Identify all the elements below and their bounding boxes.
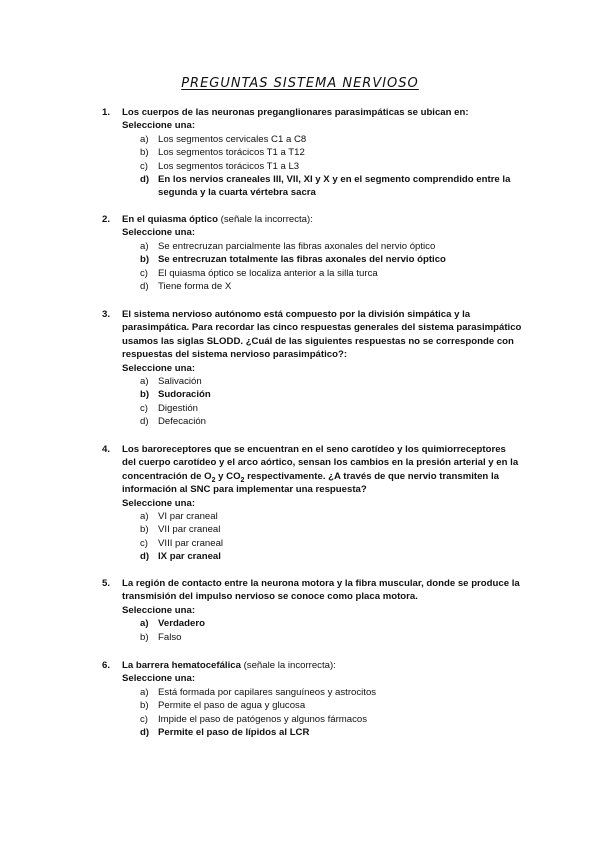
question-text-bold: La barrera hematocefálica	[122, 660, 241, 671]
question-text-bold: En el quiasma óptico	[122, 214, 218, 225]
option-letter: a)	[140, 511, 149, 523]
subscript: 2	[211, 476, 216, 484]
option-d[interactable]	[140, 726, 522, 739]
option-c[interactable]	[140, 160, 522, 173]
question-number: 2.	[102, 214, 111, 225]
question-text-part: respectivamente. ¿A través de que nervio transmiten la información al SNC para implementar una respuesta?	[122, 470, 499, 496]
option-letter: c)	[140, 267, 148, 279]
question-6	[102, 659, 522, 739]
select-prompt: Seleccione una:	[122, 120, 196, 132]
question-text: El sistema nervioso autónomo está compuesto por la división simpática y la parasimpática. Para recordar las cinco respuestas generales del sistema parasimpático usamos las siglas SLODD. ¿Cuál de las siguientes respuestas no se corresponde con respuestas del sistema nervioso parasimpático?:	[122, 309, 522, 361]
option-text: Está formada por capilares sanguíneos y astrocitos	[158, 686, 377, 698]
question-1	[102, 106, 522, 200]
question-text	[122, 443, 522, 497]
option-letter: b)	[140, 631, 149, 643]
question-number: 6.	[102, 660, 111, 671]
question-text	[122, 659, 522, 672]
option-a[interactable]	[140, 617, 522, 630]
question-text-part: y CO	[215, 470, 241, 482]
option-text: VIII par craneal	[158, 537, 224, 549]
option-a[interactable]	[140, 686, 522, 699]
option-text: El quiasma óptico se localiza anterior a la silla turca	[158, 267, 378, 279]
option-a[interactable]	[140, 510, 522, 523]
option-text: Se entrecruzan parcialmente las fibras axonales del nervio óptico	[158, 240, 436, 252]
option-text: Verdadero	[158, 618, 205, 630]
option-letter: d)	[140, 551, 150, 563]
option-text: Salivación	[158, 376, 202, 388]
option-text: Sudoración	[158, 389, 211, 401]
question-4	[102, 443, 522, 564]
option-b[interactable]	[140, 388, 522, 401]
option-letter: c)	[140, 402, 148, 414]
question-2	[102, 213, 522, 293]
subscript: 2	[240, 476, 245, 484]
option-letter: a)	[140, 376, 149, 388]
option-letter: b)	[140, 147, 149, 159]
option-text: IX par craneal	[158, 551, 221, 563]
option-a[interactable]	[140, 133, 522, 146]
option-b[interactable]	[140, 699, 522, 712]
question-number: 3.	[102, 309, 111, 320]
option-b[interactable]	[140, 523, 522, 536]
question-text-normal: (señale la incorrecta):	[217, 214, 313, 225]
option-letter: b)	[140, 700, 149, 712]
option-text: Tiene forma de X	[158, 281, 232, 293]
question-number: 5.	[102, 578, 111, 589]
option-text: Los segmentos cervicales C1 a C8	[158, 133, 307, 145]
select-prompt: Seleccione una:	[122, 227, 196, 239]
option-c[interactable]	[140, 537, 522, 550]
option-letter: d)	[140, 727, 150, 739]
option-c[interactable]	[140, 402, 522, 415]
option-c[interactable]	[140, 267, 522, 280]
option-letter: b)	[140, 389, 150, 401]
option-text: Permite el paso de lípidos al LCR	[158, 727, 310, 739]
option-d[interactable]	[140, 550, 522, 563]
option-text: Impide el paso de patógenos y algunos fármacos	[158, 713, 368, 725]
select-prompt: Seleccione una:	[122, 604, 196, 616]
question-number: 4.	[102, 444, 111, 455]
option-letter: c)	[140, 537, 148, 549]
page-title: PREGUNTAS SISTEMA NERVIOSO	[181, 76, 419, 91]
option-letter: a)	[140, 618, 149, 630]
option-letter: b)	[140, 254, 150, 266]
option-a[interactable]	[140, 240, 522, 253]
option-b[interactable]	[140, 146, 522, 159]
option-text: Se entrecruzan totalmente las fibras axonales del nervio óptico	[158, 254, 446, 266]
select-prompt: Seleccione una:	[122, 673, 196, 685]
option-letter: d)	[140, 281, 149, 293]
option-text: VI par craneal	[158, 511, 218, 523]
option-text: Permite el paso de agua y glucosa	[158, 700, 306, 712]
option-b[interactable]	[140, 631, 522, 644]
option-text: Los segmentos torácicos T1 a L3	[158, 160, 300, 172]
option-text: VII par craneal	[158, 524, 221, 536]
question-3	[102, 308, 522, 429]
select-prompt: Seleccione una:	[122, 362, 196, 374]
option-a[interactable]	[140, 375, 522, 388]
option-letter: a)	[140, 240, 149, 252]
option-d[interactable]	[140, 173, 522, 200]
option-letter: b)	[140, 524, 149, 536]
option-text: Defecación	[158, 416, 206, 428]
option-letter: d)	[140, 416, 149, 428]
option-letter: d)	[140, 174, 150, 186]
select-prompt: Seleccione una:	[122, 497, 196, 509]
option-d[interactable]	[140, 415, 522, 428]
option-letter: c)	[140, 713, 148, 725]
option-b[interactable]	[140, 253, 522, 266]
question-5	[102, 577, 522, 644]
question-text	[122, 213, 522, 226]
option-text: Los segmentos torácicos T1 a T12	[158, 147, 305, 159]
question-text: Los cuerpos de las neuronas preganglionares parasimpáticas se ubican en:	[122, 107, 469, 118]
option-text: En los nervios craneales III, VII, XI y X y en el segmento comprendido entre la segunda y la cuarta vértebra sacra	[158, 174, 511, 199]
option-letter: a)	[140, 686, 149, 698]
question-text-part: Los baroreceptores que se encuentran en el seno carotídeo y los quimiorreceptores del cuerpo carotídeo y el arco aórtico, sensan los cambios en la presión arterial y en la concentración de O	[122, 444, 519, 482]
question-text: La región de contacto entre la neurona motora y la fibra muscular, donde se produce la transmisión del impulso nervioso se conoce como placa motora.	[122, 578, 520, 603]
option-d[interactable]	[140, 280, 522, 293]
option-text: Falso	[158, 631, 182, 643]
option-c[interactable]	[140, 713, 522, 726]
option-letter: a)	[140, 133, 149, 145]
option-text: Digestión	[158, 402, 198, 414]
option-letter: c)	[140, 160, 148, 172]
question-text-normal: (señale la incorrecta):	[240, 660, 336, 671]
question-number: 1.	[102, 107, 111, 118]
